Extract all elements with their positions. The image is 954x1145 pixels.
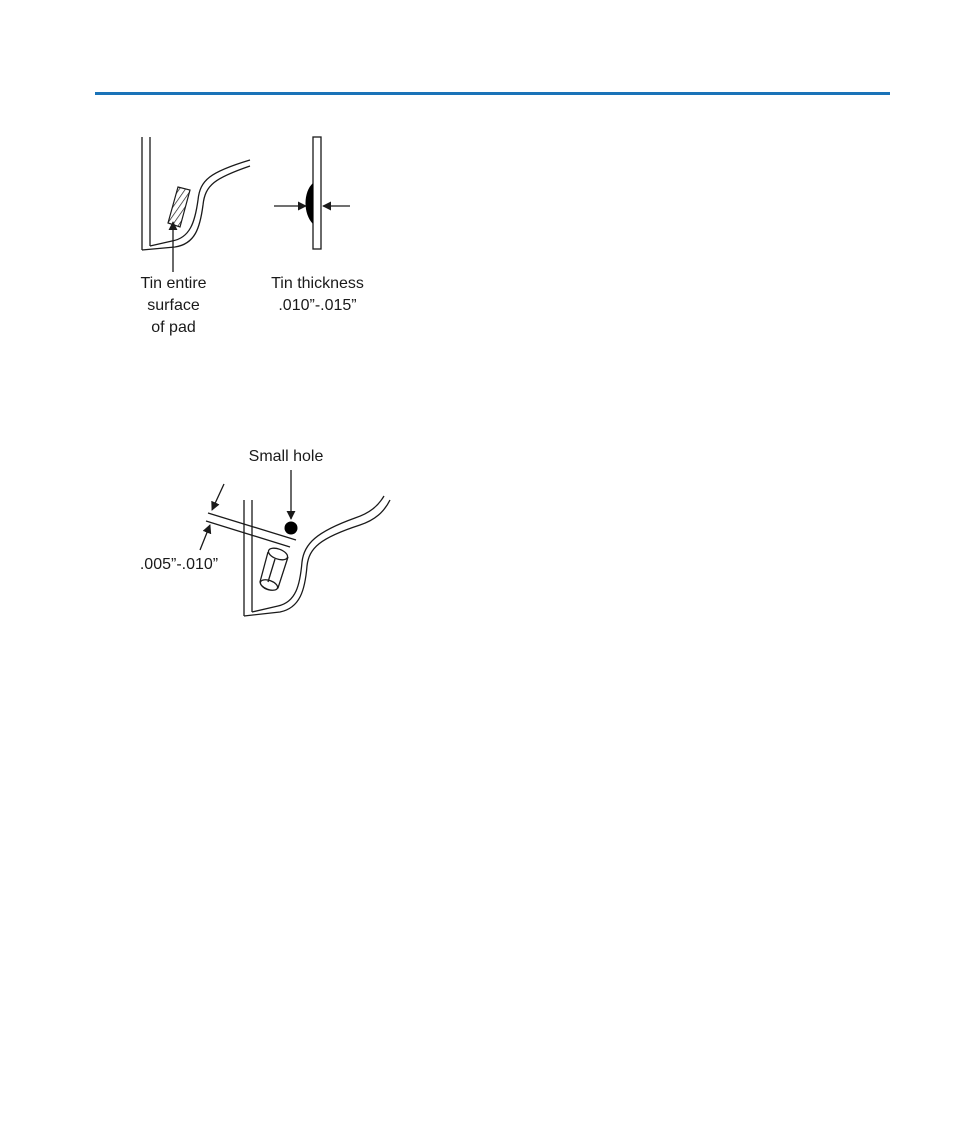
lead-wire [206, 513, 296, 547]
tin-surface-line-3: of pad [151, 319, 196, 336]
tin-thickness-label [255, 273, 380, 317]
small-hole-dot [285, 522, 298, 535]
small-hole-label [236, 446, 336, 468]
hatched-pad [168, 187, 190, 227]
tin-thickness-line-2: .010”-.015” [278, 297, 357, 314]
pcb-edge-outline-2 [244, 496, 390, 616]
tin-thickness-line-1: Tin thickness [271, 275, 364, 292]
figure-small-hole [0, 430, 954, 630]
figure-tin-pad [0, 0, 954, 360]
tin-surface-label [126, 273, 221, 339]
small-hole-drawing [0, 430, 954, 630]
gap-text: .005”-.010” [139, 556, 219, 573]
component-cylinder [259, 546, 289, 592]
gap-arrow-bottom [200, 525, 210, 550]
tin-surface-line-2: surface [147, 297, 200, 314]
small-hole-text: Small hole [248, 448, 324, 465]
pcb-edge-outline [142, 137, 250, 250]
solder-bump [306, 183, 314, 224]
tin-surface-line-1: Tin entire [140, 275, 207, 292]
gap-arrow-top [212, 484, 224, 510]
gap-label [124, 554, 234, 576]
thickness-bar [306, 137, 322, 249]
